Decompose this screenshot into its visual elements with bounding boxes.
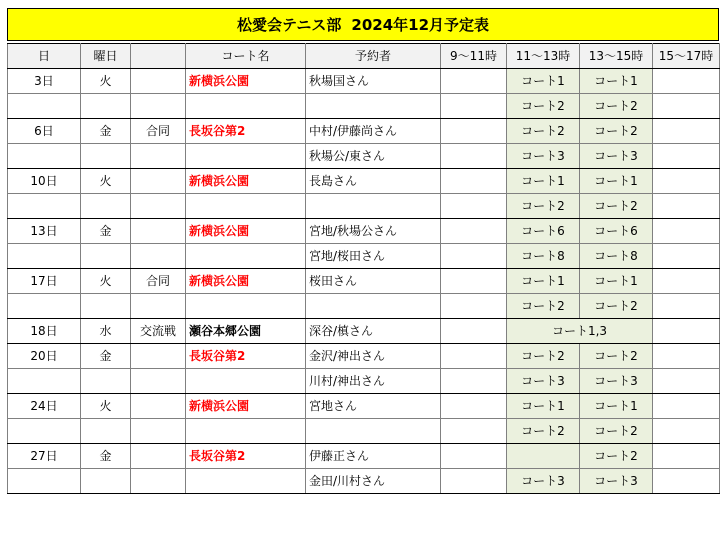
slot-11-13-cell: コート2 <box>507 119 580 144</box>
schedule-period: 2024年12月予定表 <box>351 16 490 34</box>
note-cell <box>131 69 186 94</box>
court-name-cell: 新横浜公園 <box>186 219 306 244</box>
header-cell: 15～17時 <box>653 44 720 69</box>
date-cell <box>8 144 81 169</box>
header-row <box>8 44 720 69</box>
schedule-row <box>8 394 720 419</box>
schedule-table <box>7 43 720 494</box>
slot-9-11-cell <box>441 369 507 394</box>
date-cell: 10日 <box>8 169 81 194</box>
slot-11-13-cell: コート2 <box>507 94 580 119</box>
booker-cell: 金沢/神出さん <box>306 344 441 369</box>
booker-cell <box>306 419 441 444</box>
schedule-row <box>8 294 720 319</box>
weekday-cell: 金 <box>81 119 131 144</box>
table-body <box>8 69 720 494</box>
date-cell: 24日 <box>8 394 81 419</box>
note-cell <box>131 94 186 119</box>
slot-9-11-cell <box>441 469 507 494</box>
court-name-cell: 長坂谷第2 <box>186 344 306 369</box>
court-name-cell <box>186 419 306 444</box>
booker-cell: 長島さん <box>306 169 441 194</box>
weekday-cell: 金 <box>81 444 131 469</box>
schedule-row <box>8 469 720 494</box>
booker-cell <box>306 294 441 319</box>
slot-9-11-cell <box>441 219 507 244</box>
date-cell <box>8 94 81 119</box>
slot-15-17-cell <box>653 344 720 369</box>
schedule-row <box>8 169 720 194</box>
booker-cell <box>306 194 441 219</box>
court-name-cell: 新横浜公園 <box>186 69 306 94</box>
booker-cell: 秋場国さん <box>306 69 441 94</box>
header-cell: 日 <box>8 44 81 69</box>
court-name-cell: 新横浜公園 <box>186 169 306 194</box>
schedule-row <box>8 119 720 144</box>
slot-11-13-cell: コート3 <box>507 144 580 169</box>
slot-13-15-cell: コート3 <box>580 469 653 494</box>
slot-15-17-cell <box>653 94 720 119</box>
slot-11-13-cell: コート2 <box>507 194 580 219</box>
court-name-cell <box>186 294 306 319</box>
slot-13-15-cell: コート1 <box>580 69 653 94</box>
note-cell: 合同 <box>131 269 186 294</box>
court-name-cell: 長坂谷第2 <box>186 444 306 469</box>
slot-15-17-cell <box>653 444 720 469</box>
slot-9-11-cell <box>441 244 507 269</box>
slot-9-11-cell <box>441 194 507 219</box>
note-cell <box>131 144 186 169</box>
header-cell <box>131 44 186 69</box>
weekday-cell: 水 <box>81 319 131 344</box>
note-cell <box>131 369 186 394</box>
date-cell <box>8 369 81 394</box>
slot-15-17-cell <box>653 419 720 444</box>
booker-cell: 宮地/桜田さん <box>306 244 441 269</box>
note-cell <box>131 244 186 269</box>
slot-15-17-cell <box>653 244 720 269</box>
weekday-cell <box>81 194 131 219</box>
slot-13-15-cell: コート1 <box>580 169 653 194</box>
weekday-cell <box>81 144 131 169</box>
slot-15-17-cell <box>653 144 720 169</box>
weekday-cell: 火 <box>81 69 131 94</box>
booker-cell: 宮地/秋場公さん <box>306 219 441 244</box>
court-name-cell: 瀬谷本郷公園 <box>186 319 306 344</box>
slot-13-15-cell: コート2 <box>580 94 653 119</box>
slot-11-13-cell: コート3 <box>507 469 580 494</box>
court-name-cell: 新横浜公園 <box>186 269 306 294</box>
note-cell <box>131 344 186 369</box>
weekday-cell: 金 <box>81 219 131 244</box>
schedule-row <box>8 319 720 344</box>
slot-11-13-cell: コート3 <box>507 369 580 394</box>
slot-13-15-cell: コート2 <box>580 344 653 369</box>
slot-15-17-cell <box>653 169 720 194</box>
note-cell <box>131 294 186 319</box>
date-cell <box>8 469 81 494</box>
schedule-row <box>8 94 720 119</box>
slot-13-15-cell: コート2 <box>580 444 653 469</box>
slot-11-13-cell: コート6 <box>507 219 580 244</box>
schedule-row <box>8 419 720 444</box>
court-name-cell <box>186 244 306 269</box>
date-cell: 13日 <box>8 219 81 244</box>
slot-13-15-cell: コート2 <box>580 294 653 319</box>
court-name-cell <box>186 369 306 394</box>
weekday-cell <box>81 469 131 494</box>
slot-9-11-cell <box>441 269 507 294</box>
slot-11-13-cell: コート1 <box>507 394 580 419</box>
slot-9-11-cell <box>441 69 507 94</box>
date-cell: 18日 <box>8 319 81 344</box>
slot-13-15-cell: コート2 <box>580 194 653 219</box>
note-cell <box>131 419 186 444</box>
booker-cell: 伊藤正さん <box>306 444 441 469</box>
weekday-cell: 金 <box>81 344 131 369</box>
date-cell: 20日 <box>8 344 81 369</box>
note-cell <box>131 219 186 244</box>
schedule-sheet <box>7 8 719 494</box>
slot-9-11-cell <box>441 94 507 119</box>
slot-13-15-cell: コート2 <box>580 419 653 444</box>
schedule-row <box>8 344 720 369</box>
booker-cell: 金田/川村さん <box>306 469 441 494</box>
slot-15-17-cell <box>653 69 720 94</box>
slot-9-11-cell <box>441 394 507 419</box>
slot-13-15-cell: コート6 <box>580 219 653 244</box>
schedule-row <box>8 269 720 294</box>
booker-cell: 川村/神出さん <box>306 369 441 394</box>
weekday-cell <box>81 294 131 319</box>
court-name-cell: 長坂谷第2 <box>186 119 306 144</box>
weekday-cell: 火 <box>81 394 131 419</box>
header-cell: 13～15時 <box>580 44 653 69</box>
slot-15-17-cell <box>653 394 720 419</box>
schedule-row <box>8 369 720 394</box>
slot-15-17-cell <box>653 319 720 344</box>
slot-9-11-cell <box>441 319 507 344</box>
slot-15-17-cell <box>653 194 720 219</box>
weekday-cell <box>81 244 131 269</box>
slot-9-11-cell <box>441 444 507 469</box>
booker-cell <box>306 94 441 119</box>
date-cell: 17日 <box>8 269 81 294</box>
note-cell <box>131 169 186 194</box>
slot-15-17-cell <box>653 219 720 244</box>
slot-13-15-cell: コート1 <box>580 394 653 419</box>
court-name-cell: 新横浜公園 <box>186 394 306 419</box>
slot-11-13-cell: コート8 <box>507 244 580 269</box>
schedule-row <box>8 144 720 169</box>
booker-cell: 深谷/槙さん <box>306 319 441 344</box>
court-name-cell <box>186 194 306 219</box>
slot-11-13-cell: コート1 <box>507 269 580 294</box>
slot-13-15-cell: コート2 <box>580 119 653 144</box>
slot-13-15-cell: コート3 <box>580 369 653 394</box>
header-cell: 11～13時 <box>507 44 580 69</box>
date-cell <box>8 244 81 269</box>
weekday-cell <box>81 369 131 394</box>
note-cell <box>131 444 186 469</box>
header-cell: 予約者 <box>306 44 441 69</box>
court-name-cell <box>186 469 306 494</box>
date-cell: 27日 <box>8 444 81 469</box>
note-cell <box>131 194 186 219</box>
date-cell: 6日 <box>8 119 81 144</box>
booker-cell: 桜田さん <box>306 269 441 294</box>
slot-15-17-cell <box>653 469 720 494</box>
weekday-cell <box>81 94 131 119</box>
weekday-cell: 火 <box>81 269 131 294</box>
date-cell: 3日 <box>8 69 81 94</box>
note-cell <box>131 394 186 419</box>
date-cell <box>8 419 81 444</box>
date-cell <box>8 194 81 219</box>
schedule-row <box>8 69 720 94</box>
court-name-cell <box>186 144 306 169</box>
slot-11-13-cell: コート1 <box>507 169 580 194</box>
slot-15-17-cell <box>653 294 720 319</box>
schedule-row <box>8 244 720 269</box>
booker-cell: 中村/伊藤尚さん <box>306 119 441 144</box>
schedule-row <box>8 444 720 469</box>
date-cell <box>8 294 81 319</box>
weekday-cell <box>81 419 131 444</box>
court-name-cell <box>186 94 306 119</box>
slot-13-15-cell: コート3 <box>580 144 653 169</box>
slot-9-11-cell <box>441 119 507 144</box>
slot-9-11-cell <box>441 294 507 319</box>
note-cell: 交流戦 <box>131 319 186 344</box>
header-cell: 9～11時 <box>441 44 507 69</box>
booker-cell: 秋場公/東さん <box>306 144 441 169</box>
note-cell <box>131 469 186 494</box>
slot-11-13-cell: コート1 <box>507 69 580 94</box>
slot-11-13-cell: コート2 <box>507 294 580 319</box>
header-cell: 曜日 <box>81 44 131 69</box>
slot-15-17-cell <box>653 269 720 294</box>
slot-15-17-cell <box>653 369 720 394</box>
note-cell: 合同 <box>131 119 186 144</box>
weekday-cell: 火 <box>81 169 131 194</box>
slot-9-11-cell <box>441 344 507 369</box>
header-cell: コート名 <box>186 44 306 69</box>
booker-cell: 宮地さん <box>306 394 441 419</box>
slot-15-17-cell <box>653 119 720 144</box>
slot-9-11-cell <box>441 169 507 194</box>
slot-9-11-cell <box>441 419 507 444</box>
slot-11-15-merged-cell: コート1,3 <box>507 319 653 344</box>
slot-11-13-cell: コート2 <box>507 419 580 444</box>
slot-9-11-cell <box>441 144 507 169</box>
club-name: 松愛会テニス部 <box>236 16 342 34</box>
schedule-row <box>8 194 720 219</box>
slot-13-15-cell: コート1 <box>580 269 653 294</box>
schedule-row <box>8 219 720 244</box>
slot-11-13-cell: コート2 <box>507 344 580 369</box>
schedule-title <box>7 8 719 41</box>
slot-11-13-cell <box>507 444 580 469</box>
slot-13-15-cell: コート8 <box>580 244 653 269</box>
